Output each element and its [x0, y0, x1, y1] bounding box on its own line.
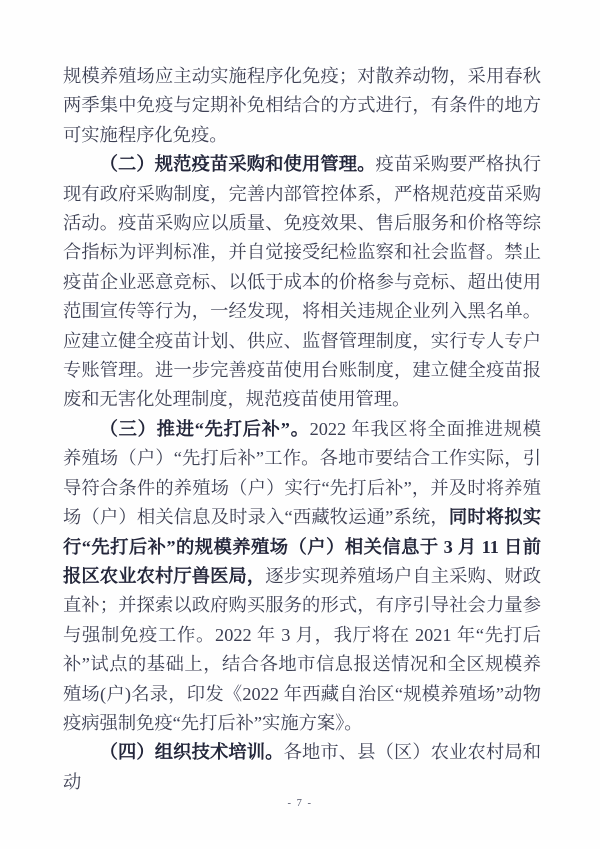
paragraph-text: 疫苗采购要严格执行现有政府采购制度，完善内部管控体系，严格规范疫苗采购活动。疫苗采购应以质量、免疫效果、售后服务和价格等综合指标为评判标准，并自觉接受纪检监察和社会监督。禁止疫苗企业恶意竞标、以低于成本的价格参与竞标、超出使用范围宣传等行为，一经发现，将相关违规企业列入黑名单。应建立健全疫苗计划、供应、监督管理制度，实行专人专户专账管理。进一步完善疫苗使用台账制度，建立健全疫苗报废和无害化处理制度，规范疫苗使用管理。 [63, 154, 542, 410]
section-heading-4: （四）组织技术培训。 [99, 742, 284, 763]
paragraph-technical-training [63, 738, 541, 797]
section-heading-2: （二）规范疫苗采购和使用管理。 [99, 154, 376, 175]
paragraph-text: 规模养殖场应主动实施程序化免疫；对散养动物，采用春秋两季集中免疫与定期补免相结合的方式进行，有条件的地方可实施程序化免疫。 [63, 66, 541, 145]
deadline-emphasis-text: 同时将拟实行“先打后补”的规模养殖场（户）相关信息于 3 月 11 日前报区农业农村厅兽医局， [63, 507, 541, 586]
paragraph-programmed-immunization [63, 62, 541, 150]
page-number: - 7 - [287, 798, 313, 809]
paragraph-text: 各地市、县（区）农业农村局和动 [63, 742, 542, 792]
paragraph-xian-da-hou-bu [63, 415, 541, 738]
paragraph-text: 2022 年我区将全面推进规模养殖场（户）“先打后补”工作。各地市要结合工作实际，引导符合条件的养殖场（户）实行“先打后补”，并及时将养殖场（户）相关信息及时录入“西藏牧运通”系统， [63, 418, 542, 528]
paragraph-vaccine-procurement-management [63, 150, 541, 415]
paragraph-text: 逐步实现养殖场户自主采购、财政直补；并探索以政府购买服务的形式，有序引导社会力量参与强制免疫工作。2022 年 3 月，我厅将在 2021 年“先打后补”试点的基础上，结合各地市信息报送情况和全区规模养殖场(户)名录，印发《2022 年西藏自治区“规模养殖场”动物疫病强制免疫“先打后补”实施方案》。 [63, 565, 542, 733]
section-heading-3: （三）推进“先打后补”。 [99, 418, 310, 439]
document-body [63, 62, 541, 797]
